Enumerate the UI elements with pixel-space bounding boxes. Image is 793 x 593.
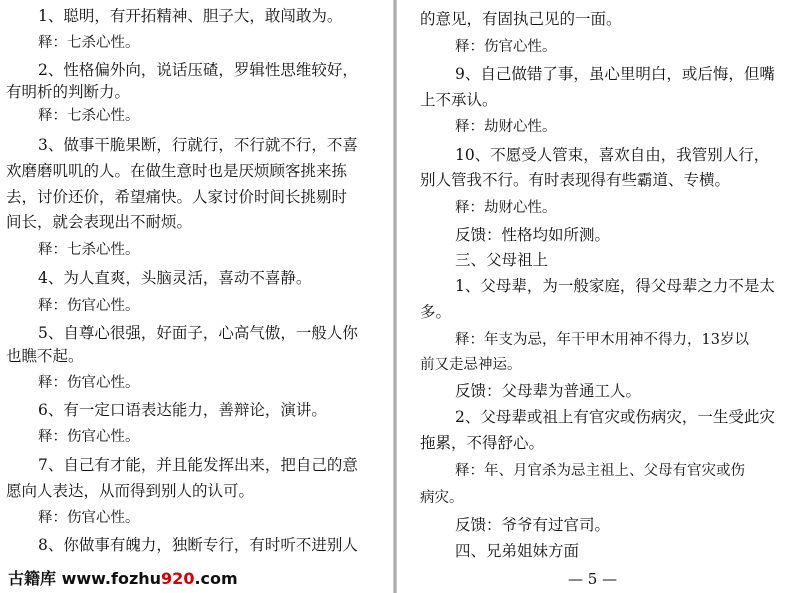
text-line: 释：年、月官杀为忌主祖上、父母有官灾或伤 (455, 463, 745, 479)
text-line: 拖累，不得舒心。 (420, 434, 545, 452)
text-line: 反馈：性格均如所测。 (455, 226, 611, 244)
text-line: 病灾。 (420, 490, 464, 506)
text-line: 3、做事干脆果断，行就行，不行就不行，不喜 (38, 136, 358, 154)
text-line: 前又走忌神运。 (420, 357, 522, 373)
site-url-suffix: .com (194, 569, 238, 588)
text-line: 释：七杀心性。 (38, 35, 140, 51)
text-line: 欢磨磨叽叽的人。在做生意时也是厌烦顾客挑来拣 (6, 162, 348, 180)
text-line: 2、父母辈或祖上有官灾或伤病灾，一生受此灾 (455, 408, 775, 426)
text-line: 释：伤官心性。 (38, 375, 140, 391)
text-line: 7、自己有才能，并且能发挥出来，把自己的意 (38, 456, 358, 474)
text-line: 多。 (420, 303, 452, 321)
site-url-number: 920 (161, 569, 195, 588)
text-line: 4、为人直爽，头脑灵活，喜动不喜静。 (38, 269, 312, 287)
site-url-prefix: www.fozhu (61, 569, 162, 588)
text-line: 别人管我不行。有时表现得有些霸道、专横。 (420, 171, 731, 189)
text-line: 反馈：爷爷有过官司。 (455, 516, 611, 534)
text-line: 释：伤官心性。 (38, 298, 140, 314)
site-name: 古籍库 (8, 569, 57, 588)
text-line: 释：伤官心性。 (38, 510, 140, 526)
text-line: 愿向人表达，从而得到别人的认可。 (6, 482, 255, 500)
text-line: 反馈：父母辈为普通工人。 (455, 382, 642, 400)
text-line: 6、有一定口语表达能力，善辩论，演讲。 (38, 401, 327, 419)
text-line: 释：七杀心性。 (38, 108, 140, 124)
text-line: 也瞧不起。 (6, 347, 84, 365)
section-heading: 四、兄弟姐妹方面 (455, 542, 580, 560)
section-heading: 三、父母祖上 (455, 251, 549, 269)
text-line: 1、聪明，有开拓精神、胆子大，敢闯敢为。 (38, 7, 343, 25)
site-watermark (8, 566, 238, 589)
page-number: — 5 — (568, 570, 618, 588)
text-line: 5、自尊心很强，好面子，心高气傲，一般人你 (38, 324, 358, 342)
text-line: 2、性格偏外向，说话压碴，罗辑性思维较好， (38, 61, 358, 79)
text-line: 释：劫财心性。 (455, 119, 557, 135)
text-line: 去，讨价还价，希望痛快。人家讨价时间长挑剔时 (6, 188, 348, 206)
text-line: 释：七杀心性。 (38, 242, 140, 258)
text-line: 释：劫财心性。 (455, 200, 557, 216)
text-line: 释：年支为忌，年干甲木用神不得力，13岁以 (455, 332, 749, 348)
text-line: 有明析的判断力。 (6, 83, 131, 101)
text-line: 释：伤官心性。 (38, 429, 140, 445)
left-page (0, 0, 395, 593)
text-line: 1、父母辈，为一般家庭，得父母辈之力不是太 (455, 277, 775, 295)
right-page (395, 0, 793, 593)
text-line: 8、你做事有魄力，独断专行，有时听不进别人 (38, 536, 358, 554)
text-line: 10、不愿受人管束，喜欢自由，我管别人行， (455, 146, 770, 164)
text-line: 的意见，有固执己见的一面。 (420, 10, 622, 28)
text-line: 上不承认。 (420, 91, 498, 109)
text-line: 间长，就会表现出不耐烦。 (6, 213, 193, 231)
text-line: 释：伤官心性。 (455, 39, 557, 55)
text-line: 9、自己做错了事，虽心里明白，或后悔，但嘴 (455, 65, 775, 83)
